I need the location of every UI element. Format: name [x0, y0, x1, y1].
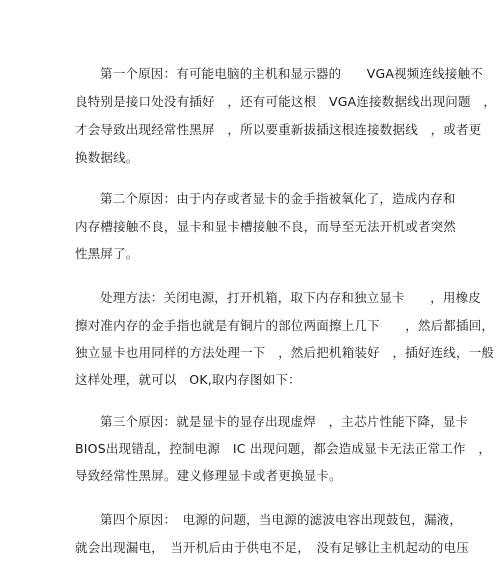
text-line: 第三个原因：就是显卡的显存出现虚焊 ，主芯片性能下降，显卡 — [100, 414, 469, 429]
text-line: 独立显卡也用同样的方法处理一下 ，然后把机箱装好 ，插好连线，一般 — [75, 345, 495, 360]
text-line: BIOS出现错乱，控制电源 IC 出现问题，都会造成显卡无法正常工作 ， — [75, 441, 492, 456]
text-line: 内存槽接触不良，显卡和显卡槽接触不良，而导至无法开机或者突然 — [75, 219, 457, 234]
text-line: 这样处理，就可以 OK,取内存图如下： — [75, 372, 301, 387]
text-line: 性黑屏了。 — [75, 246, 139, 261]
text-line: 第四个原因： 电源的问题，当电源的滤波电容出现鼓包，漏液， — [100, 512, 463, 527]
text-line: 第二个原因：由于内存或者显卡的金手指被氧化了，造成内存和 — [100, 191, 456, 206]
text-line: 处理方法：关闭电源，打开机箱，取下内存和独立显卡 ，用橡皮 — [100, 290, 482, 305]
text-line: 就会出现漏电， 当开机后由于供电不足， 没有足够让主机起动的电压 — [75, 540, 469, 555]
text-line: 才会导致出现经常性黑屏 ，所以要重新拔插这根连接数据线 ，或者更 — [75, 122, 482, 137]
text-line: 良特别是接口处没有插好 ，还有可能这根 VGA连接数据线出现问题 ， — [75, 94, 497, 109]
text-line: 擦对准内存的金手指也就是有铜片的部位两面擦上几下 ，然后都插回， — [75, 318, 495, 333]
text-line: 换数据线。 — [75, 150, 139, 165]
text-line: 导致经常性黑屏。建义修理显卡或者更换显卡。 — [75, 468, 342, 483]
text-line: 第一个原因：有可能电脑的主机和显示器的 VGA视频连线接触不 — [100, 66, 483, 81]
